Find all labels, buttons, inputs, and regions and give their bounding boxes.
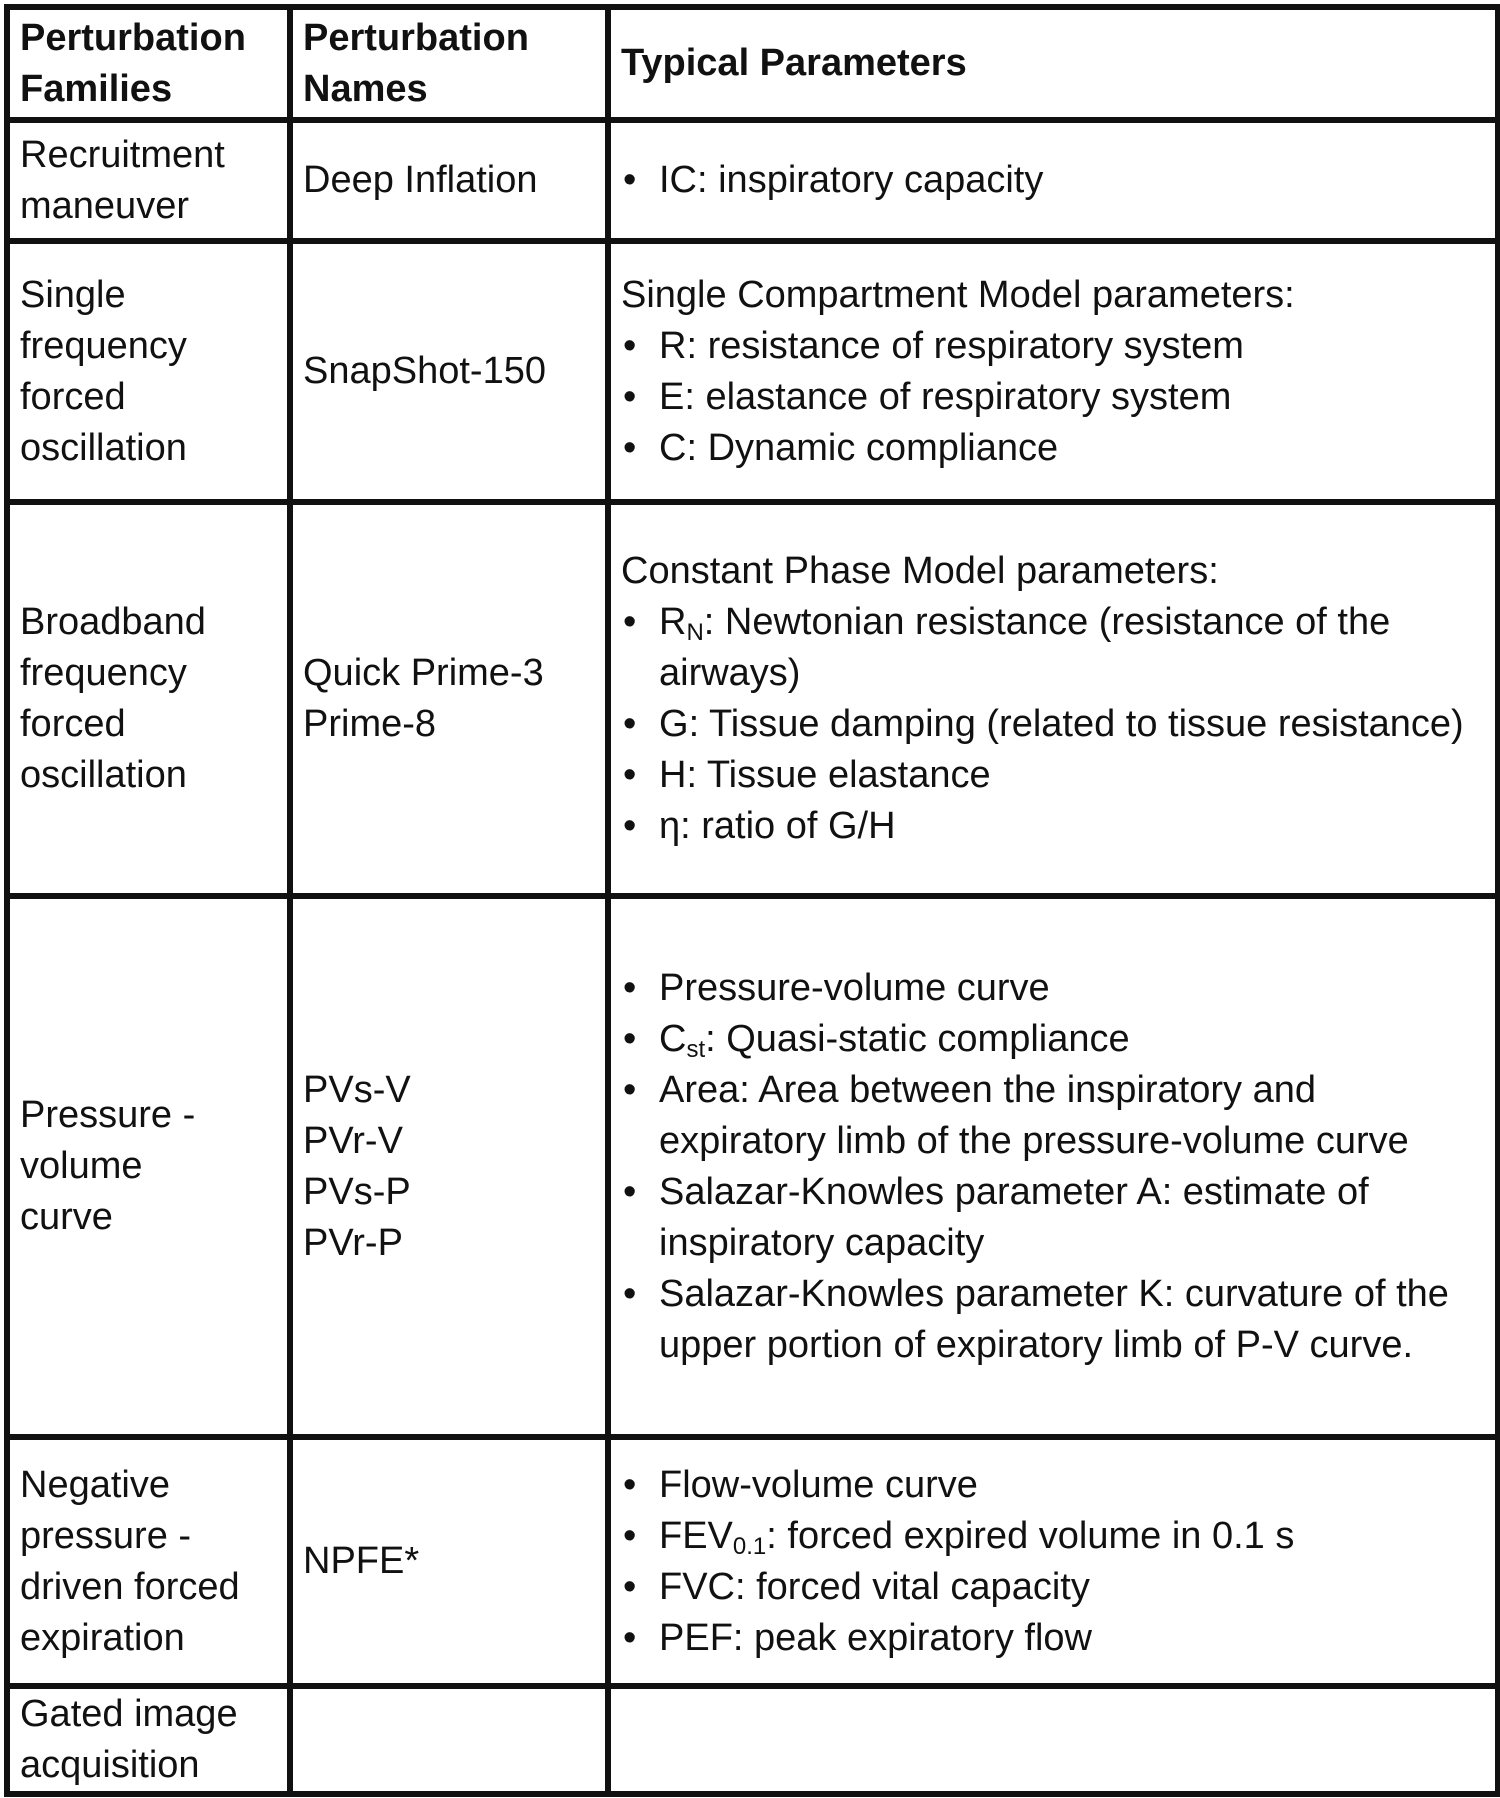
parameter-item [621, 750, 1485, 801]
perturbation-name: PVs-P [303, 1170, 411, 1213]
names-cell [290, 241, 608, 502]
parameter-description: : estimate of inspiratory capacity [659, 1170, 1369, 1264]
parameter-item [621, 372, 1485, 423]
family-cell [7, 241, 290, 502]
family-line: Pressure - [20, 1094, 196, 1136]
parameter-symbol: PEF [659, 1616, 733, 1659]
perturbation-name: Quick Prime-3 [303, 652, 544, 694]
family-line: oscillation [20, 426, 187, 469]
parameter-symbol: R [659, 601, 687, 643]
parameter-symbol: H [659, 754, 687, 796]
family-line: curve [20, 1196, 113, 1238]
parameter-description: : forced expired volume in 0.1 s [766, 1514, 1295, 1557]
parameters-cell [608, 502, 1498, 896]
family-line: Negative [20, 1463, 170, 1506]
perturbation-name: PVr-P [303, 1221, 403, 1264]
parameter-description: : curvature of the upper portion of expiratory limb of P-V curve. [659, 1272, 1449, 1366]
parameter-symbol: C [659, 1017, 687, 1060]
perturbation-name: Prime-8 [303, 703, 437, 745]
table-row [7, 1686, 1498, 1794]
names-cell [290, 896, 608, 1437]
names-cell [290, 1437, 608, 1686]
family-line: volume [20, 1145, 143, 1187]
family-line: Single [20, 273, 126, 316]
parameter-symbol: η [659, 805, 681, 847]
parameter-symbol: C [659, 426, 687, 469]
parameter-symbol: Salazar-Knowles parameter K [659, 1272, 1164, 1315]
header-parameters [608, 7, 1498, 120]
family-line: Broadband [20, 601, 206, 643]
parameter-item [621, 1460, 1485, 1511]
family-line: forced [20, 375, 126, 418]
parameter-description: : Tissue damping (related to tissue resistance) [688, 703, 1464, 745]
parameter-list [621, 597, 1485, 852]
parameters-cell [608, 1437, 1498, 1686]
parameter-symbol: G [659, 703, 689, 745]
names-cell [290, 1686, 608, 1794]
table-row [7, 502, 1498, 896]
parameter-description: : Tissue elastance [686, 754, 991, 796]
header-families [7, 7, 290, 120]
parameter-symbol: Flow-volume curve [659, 1463, 978, 1506]
parameters-cell [608, 1686, 1498, 1794]
header-line: Perturbation [303, 16, 529, 59]
parameter-symbol: FVC [659, 1565, 735, 1608]
header-line: Typical Parameters [621, 42, 967, 84]
family-cell [7, 1686, 290, 1794]
perturbation-name: PVs-V [303, 1068, 411, 1111]
parameter-symbol: Pressure-volume curve [659, 966, 1050, 1009]
parameter-item [621, 155, 1485, 206]
parameter-description: : Newtonian resistance (resistance of the airways) [659, 601, 1391, 694]
family-cell [7, 1437, 290, 1686]
family-line: oscillation [20, 754, 187, 796]
table-row [7, 241, 1498, 502]
parameter-subscript: st [686, 1035, 706, 1063]
family-line: driven forced [20, 1565, 240, 1608]
parameter-description: : inspiratory capacity [697, 159, 1044, 201]
family-line: expiration [20, 1616, 185, 1659]
model-intro: Single Compartment Model parameters: [621, 273, 1295, 316]
parameter-symbol: E [659, 375, 685, 418]
table-row [7, 120, 1498, 241]
parameter-item [621, 1562, 1485, 1613]
parameter-description: : resistance of respiratory system [686, 324, 1244, 367]
parameter-description: : peak expiratory flow [732, 1616, 1092, 1659]
family-line: acquisition [20, 1744, 200, 1786]
parameter-list [621, 321, 1485, 474]
parameter-description: : Dynamic compliance [686, 426, 1059, 469]
parameter-item [621, 1511, 1485, 1562]
header-names [290, 7, 608, 120]
parameter-description: : ratio of G/H [680, 805, 896, 847]
names-cell [290, 120, 608, 241]
parameter-subscript: 0.1 [732, 1532, 767, 1560]
parameter-symbol: FEV [659, 1514, 733, 1557]
parameter-symbol: IC [659, 159, 697, 201]
parameter-item [621, 423, 1485, 474]
parameters-cell [608, 241, 1498, 502]
family-line: frequency [20, 324, 187, 367]
parameter-symbol: R [659, 324, 687, 367]
parameters-cell [608, 896, 1498, 1437]
perturbation-table [4, 4, 1500, 1797]
header-line: Perturbation [20, 16, 246, 59]
parameter-list [621, 155, 1485, 206]
parameter-item [621, 597, 1485, 699]
family-line: forced [20, 703, 126, 745]
names-cell [290, 502, 608, 896]
model-intro: Constant Phase Model parameters: [621, 550, 1219, 592]
parameter-item [621, 321, 1485, 372]
family-line: Gated image [20, 1693, 238, 1735]
header-line: Names [303, 67, 428, 110]
parameter-description: : Quasi-static compliance [705, 1017, 1130, 1060]
parameter-item [621, 699, 1485, 750]
family-line: Recruitment [20, 133, 225, 176]
family-line: frequency [20, 652, 187, 694]
parameter-description: : elastance of respiratory system [684, 375, 1232, 418]
parameter-item [621, 1167, 1485, 1269]
parameter-item [621, 1065, 1485, 1167]
parameter-item [621, 1613, 1485, 1664]
family-line: pressure - [20, 1514, 192, 1557]
parameter-list [621, 1460, 1485, 1664]
perturbation-name: NPFE* [303, 1540, 420, 1582]
parameter-item [621, 801, 1485, 852]
table-row [7, 896, 1498, 1437]
parameters-cell [608, 120, 1498, 241]
parameter-subscript: N [686, 619, 704, 646]
family-cell [7, 502, 290, 896]
header-row [7, 7, 1498, 120]
parameter-list [621, 963, 1485, 1371]
parameter-symbol: Area [659, 1068, 740, 1111]
parameter-description: : Area between the inspiratory and expiratory limb of the pressure-volume curve [659, 1068, 1409, 1162]
perturbation-name: Deep Inflation [303, 159, 538, 201]
family-cell [7, 896, 290, 1437]
parameter-item [621, 1269, 1485, 1371]
perturbation-name: PVr-V [303, 1119, 403, 1162]
perturbation-name: SnapShot-150 [303, 350, 546, 392]
parameter-item [621, 963, 1485, 1014]
table-row [7, 1437, 1498, 1686]
parameter-symbol: Salazar-Knowles parameter A [659, 1170, 1162, 1213]
header-line: Families [20, 67, 173, 110]
parameter-description: : forced vital capacity [735, 1565, 1090, 1608]
family-line: maneuver [20, 184, 189, 227]
parameter-item [621, 1014, 1485, 1065]
family-cell [7, 120, 290, 241]
